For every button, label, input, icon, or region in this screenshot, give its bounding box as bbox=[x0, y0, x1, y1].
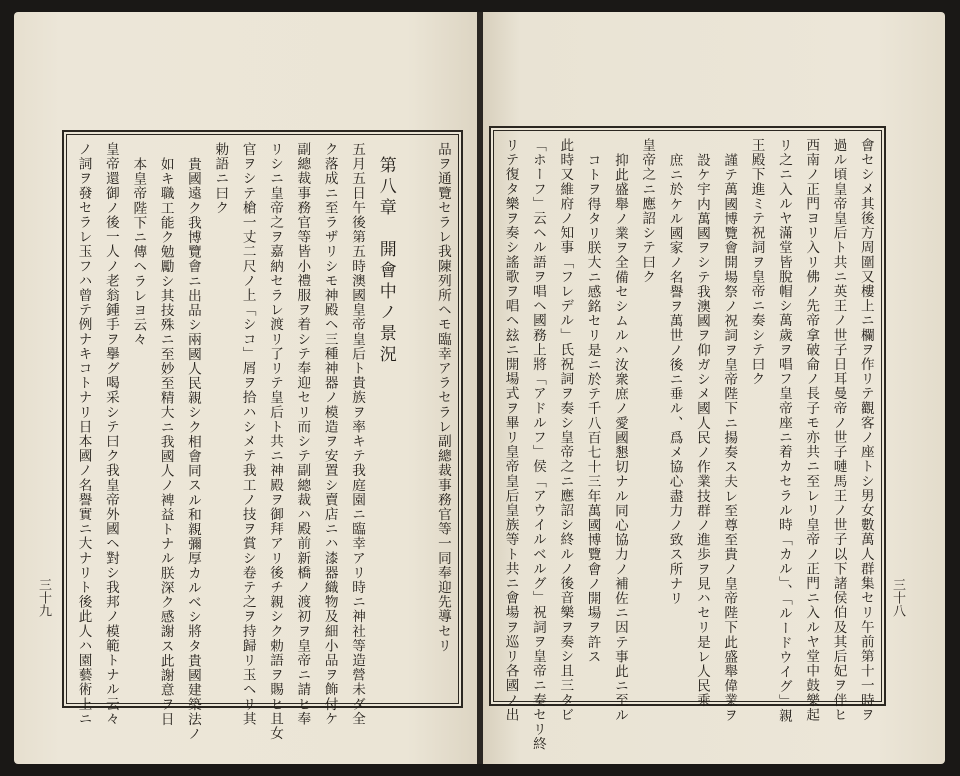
right-text-block bbox=[497, 134, 878, 752]
text-column: 皇帝之ニ應詔シテ曰ク bbox=[639, 138, 656, 284]
column-spacer bbox=[408, 142, 422, 696]
left-text-block bbox=[70, 138, 455, 741]
text-column: リシニ皇帝之ヲ嘉納セラレ渡リ了リテ皇后ト共ニ神殿ヲ御拜アリ後チ親シク勅語ヲ賜ヒ且女 bbox=[267, 142, 283, 741]
right-text-frame bbox=[489, 126, 886, 752]
text-column: 五月五日午後第五時澳國皇帝皇后ト貴族ヲ率キテ我庭園ニ臨幸アリ時ニ神社等造營未ダ全 bbox=[349, 142, 366, 726]
text-column: リ之ニ入ルヤ滿堂皆脫帽シ萬歲ヲ唱フ皇帝座ニ着カセラル時「カル」、「ルードウイグ」親 bbox=[775, 138, 792, 723]
text-column: 庶ニ於ケル國家ノ名譽ヲ萬世ノ後ニ垂ル、爲メ協心盡力ノ致ス所ナリ bbox=[666, 153, 683, 606]
text-column: 副總裁事務官等皆小禮服ヲ着シテ奉迎セリ而シテ副總裁ハ殿前新橋ノ渡初ヲ皇帝ニ請ヒ奉 bbox=[294, 142, 311, 726]
page-number: 三十九 bbox=[36, 578, 51, 617]
text-column: 貴國遠ク我博覽會ニ出品シ兩國人民親シク相會同スル和親彌厚カルベシ將タ貴國建築法ノ bbox=[184, 157, 201, 741]
text-column: 西南ノ正門ヨリ入リ佛ノ先帝拿破侖ノ長子モ亦共ニ至レリ皇帝ノ正門ニ入ルヤ堂中鼓樂起 bbox=[803, 138, 820, 722]
left-page bbox=[14, 12, 477, 764]
text-column: 勅語ニ曰ク bbox=[212, 142, 229, 215]
text-column: 如キ職工能ク勉勵シ其技殊ニ至妙至精大ニ我國人ノ裨益トナル朕深ク感謝ス此謝意ヲ日 bbox=[157, 157, 174, 727]
right-page bbox=[483, 12, 945, 764]
text-column: 此時又維府ノ知事「フレデル」氏祝詞ヲ奏シ皇帝之ニ應詔シ終ルノ後音樂ヲ奏シ且三タビ bbox=[557, 138, 574, 722]
text-column: 設ケ宇内萬國ヲシテ我澳國ヲ仰ガシメ國人民ノ作業技群ノ進歩ヲ見ハセリ是レ人民乘 bbox=[693, 153, 710, 708]
text-column: リテ復タ樂ヲ奏シ謠歌ヲ唱ヘ玆ニ開場式ヲ畢リ皇帝皇后皇族等ト共ニ會場ヲ巡リ各國ノ出 bbox=[502, 138, 519, 722]
chapter-heading: 第八章 開會中ノ景況 bbox=[375, 156, 396, 366]
text-column: 抑此盛舉ノ業ヲ全備セシムルハ汝衆庶ノ愛國懇切ナル同心協力ノ補佐ニ因テ事此ニ至ル bbox=[611, 153, 628, 723]
text-column: 本皇帝陛下ニ傳ヘラレヨ云々 bbox=[130, 157, 147, 347]
text-column: 過ル頃皇帝皇后ト共ニ英王ノ世子日耳曼帝ノ世子嗹馬王ノ世子以下諸侯伯及其后妃ヲ伴ヒ bbox=[830, 138, 847, 722]
text-column: 皇帝還御ノ後一人ノ老翁鍾手ヲ擧グ喝采シテ曰ク我皇帝外國ヘ對シ我邦ノ模範トナル云々 bbox=[102, 142, 119, 726]
text-column: ク落成ニ至ラザリシモ神殿ヘ三種神器ノ模造ヲ安置シ賣店ニハ漆器織物及細小品ヲ飾付ケ bbox=[321, 142, 338, 726]
text-column: 王殿下進ミテ祝詞ヲ皇帝ニ奏シテ曰ク bbox=[748, 138, 765, 387]
text-column: ノ詞ヲ發セラレ玉フハ曾テ例ナキコトナリ日本國ノ名譽實ニ大ナリト後此人ハ園藝術上ニ bbox=[75, 142, 92, 726]
text-column: 謹テ萬國博覽會開場祭ノ祝詞ヲ皇帝陛下ニ揚奏ス夫レ至尊至貴ノ皇帝陛下此盛舉偉業ヲ bbox=[721, 153, 738, 723]
text-column: 「ホーフ」云ヘル語ヲ唱ヘ國務上將「アドルフ」侯「アウイルベルグ」祝詞ヲ皇帝ニ奏セリ終 bbox=[529, 138, 546, 752]
text-column: 會セシメ其後方周圍又樓上ニ欄ヲ作リテ觀客ノ座トシ男女數萬人群集セリ午前第十一時ヲ bbox=[857, 138, 874, 722]
text-column: 官ヲシテ槍一丈二尺ノ上「シコ」屑ヲ拾ハシメテ我工ノ技ヲ賞シ卷テ之ヲ持歸リ玉ヘリ其 bbox=[239, 142, 256, 726]
left-text-frame bbox=[62, 130, 463, 741]
text-column: コトヲ得タリ朕大ニ感銘セリ是ニ於テ千八百七十三年萬國博覽會ノ開場ヲ許ス bbox=[584, 153, 601, 664]
text-column: 品ヲ通覽セラレ我陳列所ヘモ臨幸アラセラレ副總裁事務官等一同奉迎先導セリ bbox=[434, 142, 451, 653]
page-number: 三十八 bbox=[890, 578, 905, 617]
